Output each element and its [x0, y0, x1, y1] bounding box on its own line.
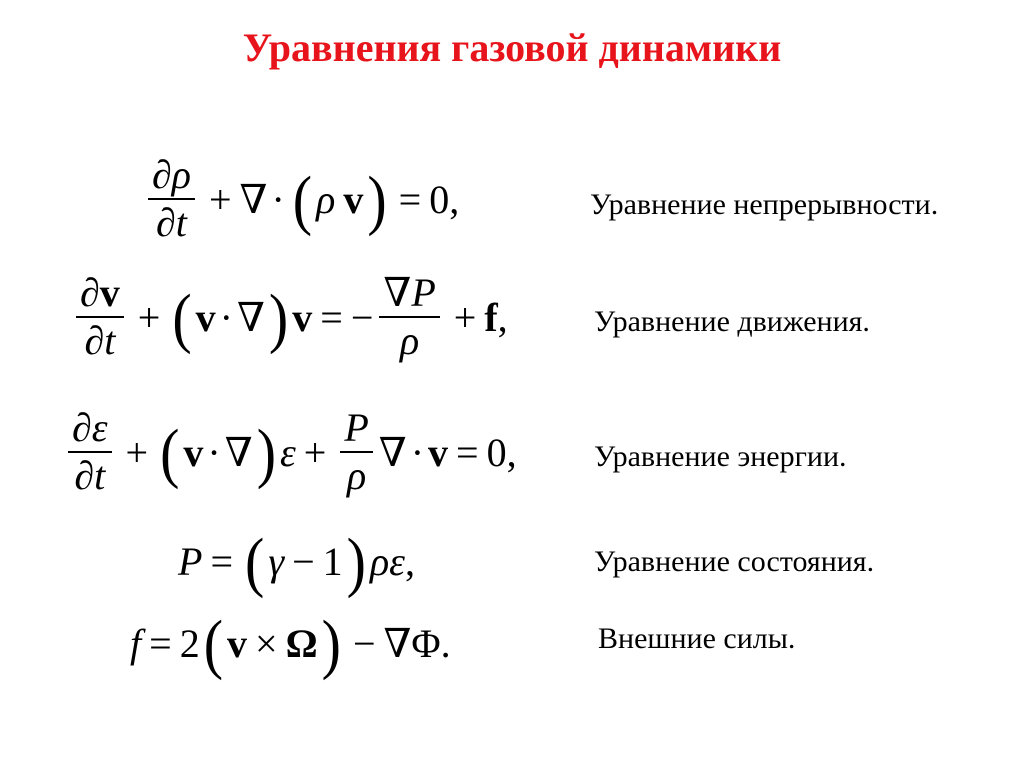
forces-label: Внешние силы. — [598, 622, 796, 655]
energy-label: Уравнение энергии. — [594, 440, 847, 473]
state-label: Уравнение состояния. — [594, 545, 875, 578]
motion-equation: $\frac{\partial v}{\partial t}$ + ( v · ∇ ) v = − $\frac{\nabla P}{\rho}$ + f , — [70, 270, 508, 364]
gradp-rho-fraction: $\frac{\nabla P}{\rho}$ — [379, 270, 439, 364]
page-title: Уравнения газовой динамики — [242, 25, 782, 70]
drho-dt-fraction: $\frac{\partial\rho}{\partial t}$ — [148, 152, 195, 246]
forces-equation: f = 2 ( v × Ω ) − ∇Φ. — [130, 606, 451, 681]
p-rho-fraction: $\frac{P}{\rho}$ — [340, 405, 372, 499]
state-equation: P = ( γ − 1 ) ρε , — [178, 524, 415, 599]
continuity-equation: $\frac{\partial\rho}{\partial t}$ + ∇ · ( ρ v ) = 0, — [142, 152, 459, 246]
dv-dt-fraction: $\frac{\partial v}{\partial t}$ — [76, 270, 124, 364]
deps-dt-fraction: $\frac{\partial\varepsilon}{\partial t}$ — [68, 405, 112, 499]
continuity-label: Уравнение непрерывности. — [590, 188, 939, 221]
energy-equation: $\frac{\partial\varepsilon}{\partial t}$ + ( v · ∇ ) ε + $\frac{P}{\rho}$ ∇ · v = 0, — [62, 405, 517, 499]
motion-label: Уравнение движения. — [594, 305, 870, 338]
